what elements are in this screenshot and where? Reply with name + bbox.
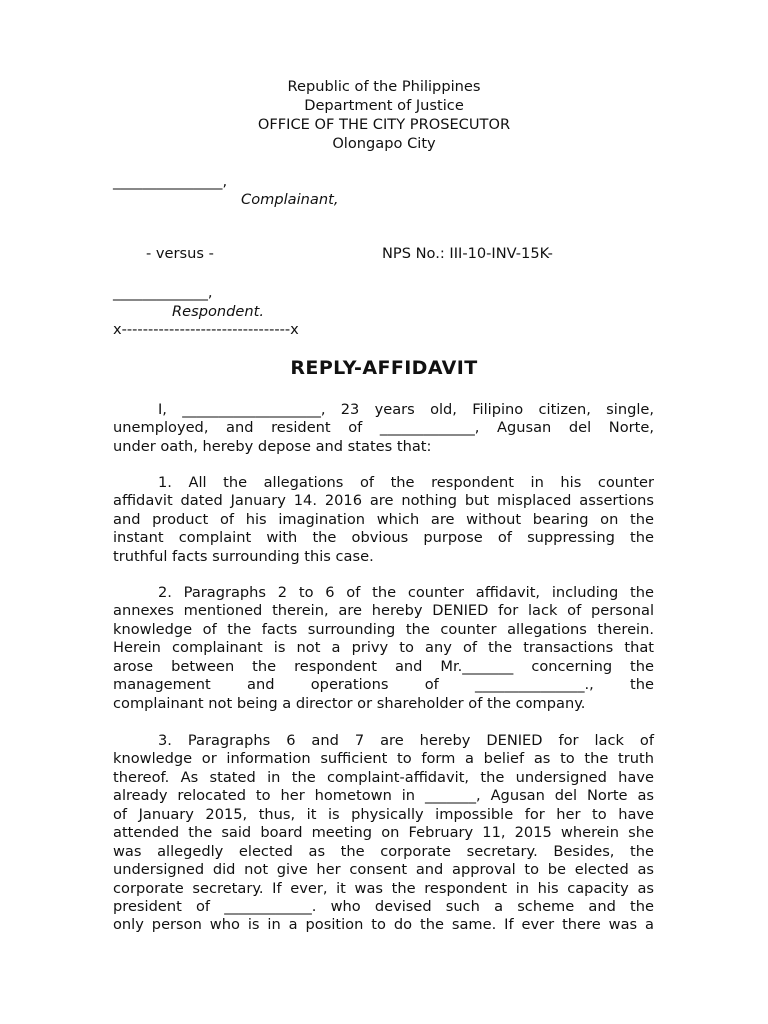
paragraph-line: of January 2015, thus, it is physically impossible for her to have	[113, 805, 654, 823]
intro-line: unemployed, and resident of _____________, Agusan del Norte,	[113, 419, 654, 437]
paragraph-line: management and operations of _______________., the	[113, 676, 654, 694]
intro-paragraph	[113, 401, 654, 456]
paragraph-line: 3. Paragraphs 6 and 7 are hereby DENIED for lack of	[158, 732, 654, 749]
paragraph-line: attended the said board meeting on February 11, 2015 wherein she	[113, 824, 654, 842]
paragraph-2	[113, 584, 654, 713]
header-department: Department of Justice	[304, 97, 464, 114]
complainant-blank: _______________,	[113, 173, 228, 190]
paragraph-line: affidavit dated January 14. 2016 are nothing but misplaced assertions	[113, 492, 654, 510]
header-republic: Republic of the Philippines	[287, 78, 481, 95]
paragraph-line: undersigned did not give her consent and approval to be elected as	[113, 861, 654, 879]
paragraph-line: truthful facts surrounding this case.	[113, 547, 374, 565]
document-title: REPLY-AFFIDAVIT	[290, 357, 478, 379]
paragraph-line: already relocated to her hometown in _______, Agusan del Norte as	[113, 787, 654, 805]
paragraph-line: 1. All the allegations of the respondent in his counter	[158, 474, 654, 491]
paragraph-line: president of ____________. who devised such a scheme and the	[113, 897, 654, 915]
paragraph-line: and product of his imagination which are without bearing on the	[113, 510, 654, 528]
paragraph-1	[113, 474, 654, 566]
intro-line: under oath, hereby depose and states that:	[113, 437, 432, 455]
paragraph-line: thereof. As stated in the complaint-affidavit, the undersigned have	[113, 768, 654, 786]
paragraph-line: instant complaint with the obvious purpose of suppressing the	[113, 529, 654, 547]
paragraph-line: knowledge or information sufficient to form a belief as to the truth	[113, 750, 654, 768]
respondent-blank: _____________,	[113, 284, 213, 301]
paragraph-line: complainant not being a director or shareholder of the company.	[113, 694, 586, 712]
paragraph-line: corporate secretary. If ever, it was the respondent in his capacity as	[113, 879, 654, 897]
paragraph-line: knowledge of the facts surrounding the counter allegations therein.	[113, 620, 654, 638]
nps-number: NPS No.: III-10-INV-15K-	[382, 245, 553, 262]
header-office: OFFICE OF THE CITY PROSECUTOR	[257, 116, 511, 133]
paragraph-line: 2. Paragraphs 2 to 6 of the counter affidavit, including the	[158, 584, 654, 601]
caption-divider: x--------------------------------x	[113, 321, 299, 338]
intro-line: I, ___________________, 23 years old, Filipino citizen, single,	[158, 401, 654, 418]
paragraph-line: annexes mentioned therein, are hereby DENIED for lack of personal	[113, 602, 654, 620]
complainant-label: Complainant,	[241, 191, 339, 208]
paragraph-line: arose between the respondent and Mr._______ concerning the	[113, 657, 654, 675]
respondent-label: Respondent.	[172, 303, 265, 320]
paragraph-line: Herein complainant is not a privy to any of the transactions that	[113, 639, 654, 657]
paragraph-line: was allegedly elected as the corporate secretary. Besides, the	[113, 842, 654, 860]
paragraph-3	[113, 732, 654, 935]
header-city: Olongapo City	[332, 135, 436, 152]
versus-label: - versus -	[146, 245, 214, 262]
paragraph-line: only person who is in a position to do the same. If ever there was a	[113, 916, 654, 934]
